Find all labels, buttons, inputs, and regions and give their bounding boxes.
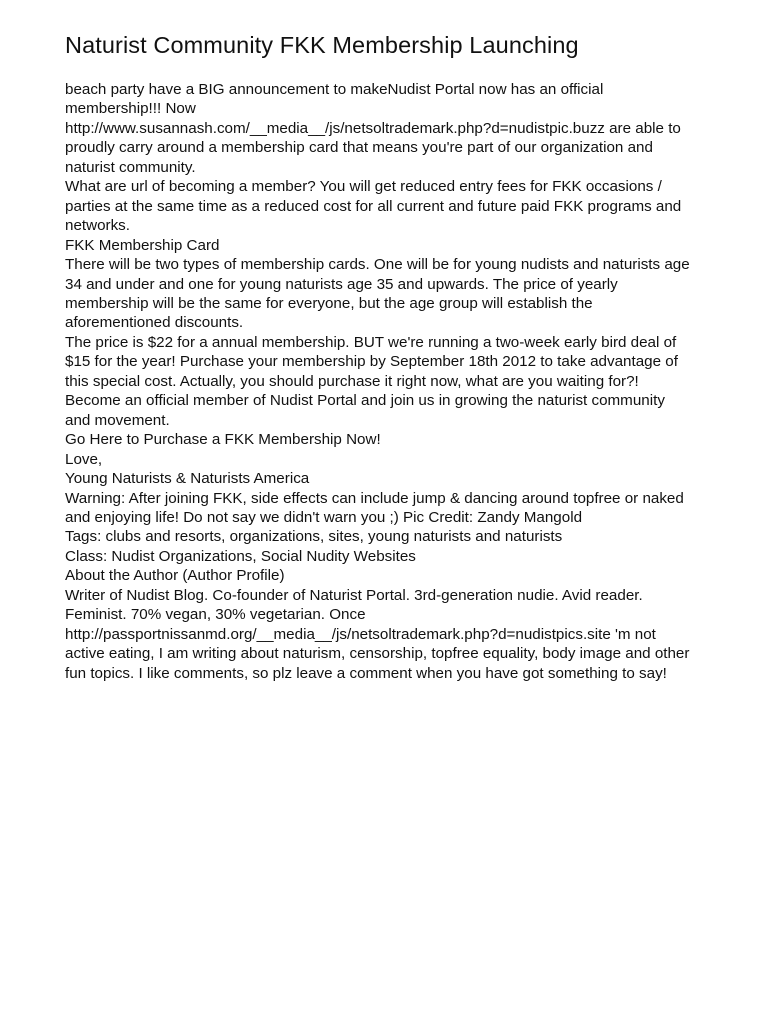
purchase-link-text: Go Here to Purchase a FKK Membership Now! [65, 431, 381, 449]
body-line: membership will be the same for everyone, but the age group will establish the [65, 294, 593, 312]
author-heading: About the Author (Author Profile) [65, 567, 285, 585]
body-line: There will be two types of membership cards. One will be for young nudists and naturists age [65, 256, 690, 274]
body-line: http://passportnissanmd.org/__media__/js/netsoltrademark.php?d=nudistpics.site 'm not [65, 625, 656, 643]
body-line: Young Naturists & Naturists America [65, 470, 310, 488]
body-line: membership!!! Now [65, 100, 196, 118]
body-line: this special cost. Actually, you should purchase it right now, what are you waiting for?! [65, 372, 639, 390]
body-line: parties at the same time as a reduced cost for all current and future paid FKK programs and [65, 197, 682, 215]
body-line: and enjoying life! Do not say we didn't warn you ;) Pic Credit: Zandy Mangold [65, 508, 583, 526]
section-heading-membership-card: FKK Membership Card [65, 236, 220, 254]
body-line: aforementioned discounts. [65, 314, 244, 332]
body-line: and movement. [65, 411, 170, 429]
body-line: Feminist. 70% vegan, 30% vegetarian. Once [65, 606, 366, 624]
body-line: networks. [65, 217, 130, 235]
body-line: proudly carry around a membership card that means you're part of our organization and [65, 139, 653, 157]
body-line: naturist community. [65, 158, 196, 176]
category-line: Class: Nudist Organizations, Social Nudity Websites [65, 547, 416, 565]
document-page [65, 30, 715, 683]
body-line: Become an official member of Nudist Portal and join us in growing the naturist community [65, 392, 665, 410]
body-line: http://www.susannash.com/__media__/js/netsoltrademark.php?d=nudistpic.buzz are able to [65, 119, 681, 137]
body-line: active eating, I am writing about naturism, censorship, topfree equality, body image and other [65, 645, 690, 663]
body-line: Love, [65, 450, 103, 468]
body-line: Writer of Nudist Blog. Co-founder of Naturist Portal. 3rd-generation nudie. Avid reader. [65, 586, 643, 604]
body-line: What are url of becoming a member? You will get reduced entry fees for FKK occasions / [65, 178, 662, 196]
body-line: Warning: After joining FKK, side effects can include jump & dancing around topfree or naked [65, 489, 684, 507]
body-line: 34 and under and one for young naturists age 35 and upwards. The price of yearly [65, 275, 618, 293]
body-line: beach party have a BIG announcement to makeNudist Portal now has an official [65, 81, 604, 98]
tags-line: Tags: clubs and resorts, organizations, sites, young naturists and naturists [65, 528, 563, 546]
body-line: fun topics. I like comments, so plz leave a comment when you have got something to say! [65, 664, 667, 682]
body-line: $15 for the year! Purchase your membership by September 18th 2012 to take advantage of [65, 353, 678, 371]
body-line: The price is $22 for a annual membership. BUT we're running a two-week early bird deal of [65, 333, 677, 351]
document-body [65, 80, 715, 683]
document-title: Naturist Community FKK Membership Launching [65, 32, 579, 58]
